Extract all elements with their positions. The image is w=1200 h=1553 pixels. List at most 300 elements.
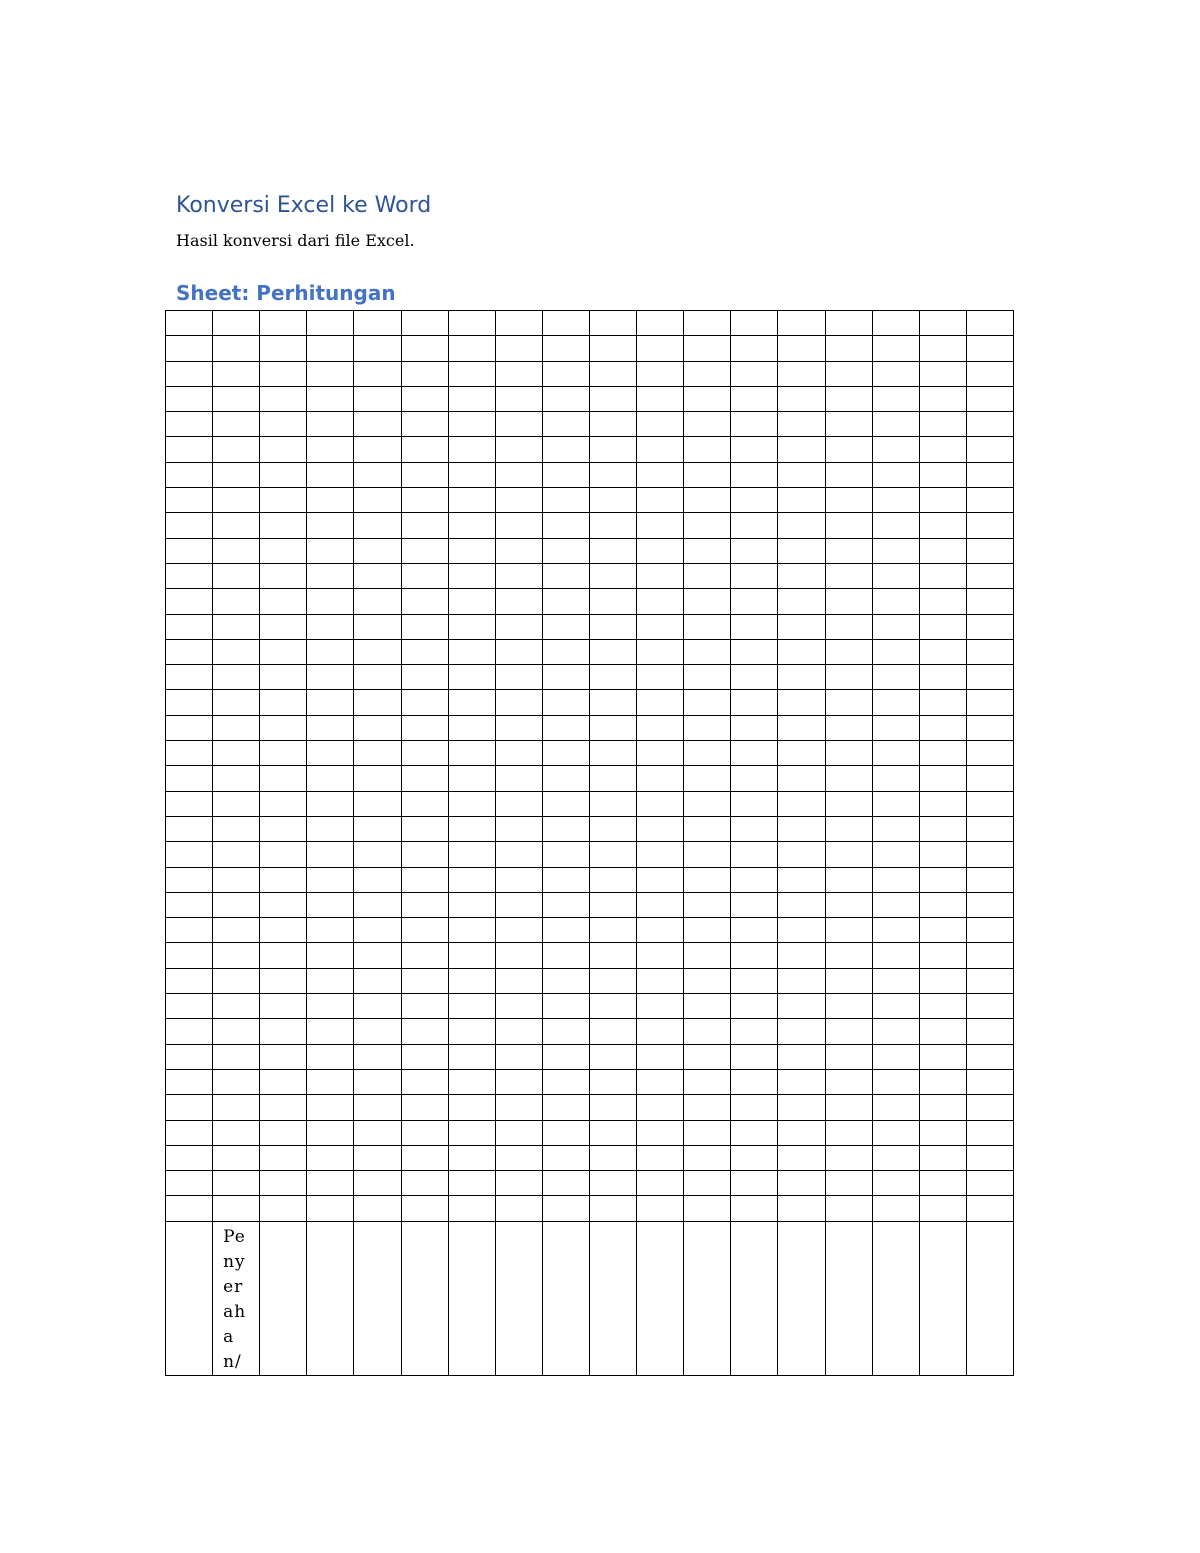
table-cell: [731, 665, 778, 690]
table-cell: [731, 690, 778, 715]
table-cell: [825, 943, 872, 968]
table-cell: [260, 741, 307, 766]
table-cell: [872, 791, 919, 816]
table-row: [166, 311, 1014, 336]
table-cell: [872, 867, 919, 892]
table-cell: [778, 386, 825, 411]
table-cell: [542, 867, 589, 892]
table-cell: [825, 816, 872, 841]
table-cell: [684, 1019, 731, 1044]
table-cell: [213, 361, 260, 386]
table-cell: [589, 1095, 636, 1120]
table-cell: [778, 968, 825, 993]
table-cell: [778, 462, 825, 487]
table-cell: [966, 1069, 1013, 1094]
table-cell: [354, 311, 401, 336]
table-cell: [731, 311, 778, 336]
table-cell: [354, 665, 401, 690]
table-cell: [166, 336, 213, 361]
table-cell: [825, 412, 872, 437]
table-cell: [401, 386, 448, 411]
table-cell: [542, 614, 589, 639]
table-cell: [213, 336, 260, 361]
table-cell: [166, 791, 213, 816]
table-cell: [307, 1221, 354, 1375]
table-cell: [872, 361, 919, 386]
table-cell: [213, 1069, 260, 1094]
table-cell: [637, 589, 684, 614]
table-cell: [354, 943, 401, 968]
table-cell: [448, 918, 495, 943]
table-cell: [401, 1120, 448, 1145]
cell-text: [449, 1222, 495, 1225]
table-cell: [542, 715, 589, 740]
table-cell: [919, 361, 966, 386]
table-cell: [637, 665, 684, 690]
table-cell: [825, 715, 872, 740]
table-cell: [213, 614, 260, 639]
table-cell: [589, 311, 636, 336]
table-cell: [354, 614, 401, 639]
table-cell: [495, 538, 542, 563]
table-cell: [731, 614, 778, 639]
table-cell: [448, 538, 495, 563]
table-cell: [919, 1019, 966, 1044]
table-cell: [260, 614, 307, 639]
table-cell: [684, 336, 731, 361]
table-cell: [966, 994, 1013, 1019]
table-cell: [637, 563, 684, 588]
table-cell: [307, 892, 354, 917]
table-cell: [589, 766, 636, 791]
table-cell: [919, 1221, 966, 1375]
table-cell: [684, 361, 731, 386]
table-cell: [684, 513, 731, 538]
table-cell: [872, 943, 919, 968]
table-cell: [166, 665, 213, 690]
table-cell: [213, 665, 260, 690]
table-row: [166, 665, 1014, 690]
table-cell: [684, 614, 731, 639]
table-cell: [448, 1120, 495, 1145]
table-cell: [448, 867, 495, 892]
table-cell: [589, 1145, 636, 1170]
table-cell: [448, 892, 495, 917]
table-cell: [542, 589, 589, 614]
table-cell: [448, 1044, 495, 1069]
table-cell: [307, 1044, 354, 1069]
table-cell: [354, 1145, 401, 1170]
table-cell: [825, 791, 872, 816]
table-cell: [401, 1196, 448, 1221]
table-cell: [966, 741, 1013, 766]
table-cell: [637, 1069, 684, 1094]
table-cell: [919, 462, 966, 487]
table-cell: [401, 311, 448, 336]
table-cell: [778, 1069, 825, 1094]
table-cell: [731, 892, 778, 917]
table-cell: [448, 968, 495, 993]
table-cell: [731, 943, 778, 968]
table-cell: [495, 589, 542, 614]
table-cell: [966, 968, 1013, 993]
table-cell: [589, 842, 636, 867]
table-cell: [684, 918, 731, 943]
table-cell: [589, 1069, 636, 1094]
table-cell: [166, 538, 213, 563]
table-cell: [637, 386, 684, 411]
table-cell: [401, 513, 448, 538]
table-cell: [778, 816, 825, 841]
table-cell: [778, 614, 825, 639]
table-cell: [872, 741, 919, 766]
table-cell: [401, 462, 448, 487]
table-cell: [637, 1044, 684, 1069]
table-cell: [495, 690, 542, 715]
table-cell: [448, 639, 495, 664]
table-cell: [260, 1069, 307, 1094]
table-cell: [589, 589, 636, 614]
table-cell: [354, 715, 401, 740]
table-cell: [307, 361, 354, 386]
table-cell: [731, 437, 778, 462]
table-cell: [401, 715, 448, 740]
table-cell: [542, 1171, 589, 1196]
table-cell: [307, 791, 354, 816]
table-cell: [260, 513, 307, 538]
table-cell: [448, 816, 495, 841]
table-cell: [684, 437, 731, 462]
table-cell: [542, 488, 589, 513]
table-cell: [307, 1019, 354, 1044]
table-cell: [778, 867, 825, 892]
table-cell: [731, 488, 778, 513]
table-cell: [684, 968, 731, 993]
table-cell: [307, 690, 354, 715]
table-cell: [260, 589, 307, 614]
table-cell: [731, 563, 778, 588]
table-cell: [778, 994, 825, 1019]
table-cell: [778, 1019, 825, 1044]
table-cell: [166, 639, 213, 664]
table-cell: [825, 994, 872, 1019]
table-cell: [354, 488, 401, 513]
table-cell: [448, 589, 495, 614]
table-cell: [542, 816, 589, 841]
table-cell: [919, 1044, 966, 1069]
table-cell: [731, 462, 778, 487]
table-cell: [495, 1095, 542, 1120]
cell-text: [590, 1222, 636, 1225]
table-row: [166, 488, 1014, 513]
table-cell: [307, 665, 354, 690]
table-cell: [401, 665, 448, 690]
table-cell: [401, 1095, 448, 1120]
table-cell: [260, 665, 307, 690]
table-cell: [825, 513, 872, 538]
table-cell: [778, 1044, 825, 1069]
table-row: [166, 412, 1014, 437]
table-cell: [637, 943, 684, 968]
table-row: [166, 791, 1014, 816]
table-cell: [307, 1120, 354, 1145]
table-cell: [731, 1044, 778, 1069]
table-cell: [825, 1019, 872, 1044]
table-cell: [684, 563, 731, 588]
cell-text: [260, 1222, 306, 1225]
table-cell: [872, 1120, 919, 1145]
table-cell: [448, 386, 495, 411]
table-cell: [589, 1044, 636, 1069]
cell-text: [684, 1222, 730, 1225]
table-cell: [307, 943, 354, 968]
table-cell: [542, 892, 589, 917]
table-cell: [495, 816, 542, 841]
table-cell: [542, 842, 589, 867]
table-cell: [825, 968, 872, 993]
table-cell: [919, 1145, 966, 1170]
table-cell: [401, 412, 448, 437]
table-cell: [307, 386, 354, 411]
table-cell: [637, 791, 684, 816]
table-cell: [778, 311, 825, 336]
table-cell: [401, 589, 448, 614]
table-row: [166, 1120, 1014, 1145]
table-cell: [448, 1069, 495, 1094]
table-cell: [778, 437, 825, 462]
table-cell: [825, 488, 872, 513]
table-cell: [778, 538, 825, 563]
table-cell: [213, 386, 260, 411]
table-row: [166, 538, 1014, 563]
table-cell: [966, 1171, 1013, 1196]
table-cell: [260, 766, 307, 791]
table-cell: [213, 741, 260, 766]
table-cell: [966, 1196, 1013, 1221]
table-cell: [448, 665, 495, 690]
sheet-table: [165, 310, 1014, 1376]
table-cell: [307, 336, 354, 361]
table-cell: [213, 943, 260, 968]
table-cell: [166, 918, 213, 943]
table-cell: [166, 715, 213, 740]
table-cell: [872, 589, 919, 614]
table-cell: [307, 994, 354, 1019]
table-cell: [495, 639, 542, 664]
table-cell: [589, 462, 636, 487]
table-cell: [166, 816, 213, 841]
table-cell: [919, 336, 966, 361]
table-cell: [966, 943, 1013, 968]
table-cell: [495, 513, 542, 538]
table-cell: [731, 1120, 778, 1145]
table-cell: [684, 311, 731, 336]
table-cell: [166, 1221, 213, 1375]
table-cell: [637, 741, 684, 766]
table-cell: [448, 791, 495, 816]
table-cell: [354, 741, 401, 766]
table-cell: [919, 715, 966, 740]
table-cell: [589, 968, 636, 993]
table-cell: [542, 412, 589, 437]
table-cell: [637, 1095, 684, 1120]
table-cell: [542, 741, 589, 766]
table-cell: [589, 336, 636, 361]
table-cell: [448, 488, 495, 513]
table-cell: [260, 1095, 307, 1120]
table-row: [166, 892, 1014, 917]
table-cell: [448, 943, 495, 968]
table-row: [166, 386, 1014, 411]
table-cell: [825, 614, 872, 639]
table-cell: [684, 867, 731, 892]
table-cell: [589, 665, 636, 690]
table-cell: [495, 715, 542, 740]
table-cell: [354, 791, 401, 816]
table-cell: [731, 741, 778, 766]
table-cell: [401, 437, 448, 462]
table-cell: [354, 386, 401, 411]
table-row: [166, 968, 1014, 993]
table-cell: [778, 665, 825, 690]
table-cell: [307, 1145, 354, 1170]
table-cell: [495, 1069, 542, 1094]
table-cell: [542, 1095, 589, 1120]
cell-text: [496, 1222, 542, 1225]
table-cell: [637, 867, 684, 892]
table-cell: [637, 1171, 684, 1196]
table-cell: [919, 943, 966, 968]
table-cell: [354, 994, 401, 1019]
table-cell: [825, 538, 872, 563]
table-cell: [495, 968, 542, 993]
table-cell: [778, 715, 825, 740]
table-cell: [166, 1145, 213, 1170]
table-cell: [825, 361, 872, 386]
table-cell: [260, 361, 307, 386]
table-cell: [684, 1069, 731, 1094]
table-cell: [307, 589, 354, 614]
table-cell: [542, 1221, 589, 1375]
table-cell: [684, 892, 731, 917]
table-cell: [542, 968, 589, 993]
table-cell: [966, 791, 1013, 816]
table-cell: [307, 816, 354, 841]
table-cell: [637, 462, 684, 487]
table-cell: [307, 412, 354, 437]
table-cell: [966, 665, 1013, 690]
table-cell: [401, 791, 448, 816]
table-cell: [354, 361, 401, 386]
table-cell: [401, 361, 448, 386]
table-cell: [260, 336, 307, 361]
table-cell: [495, 488, 542, 513]
table-cell: [213, 1221, 260, 1375]
table-cell: [354, 842, 401, 867]
table-cell: [401, 842, 448, 867]
table-cell: [872, 1171, 919, 1196]
table-cell: [919, 766, 966, 791]
document-title: Konversi Excel ke Word: [176, 193, 432, 218]
table-cell: [589, 1196, 636, 1221]
table-cell: [542, 386, 589, 411]
table-cell: [919, 816, 966, 841]
table-cell: [684, 741, 731, 766]
table-row: [166, 994, 1014, 1019]
table-cell: [260, 867, 307, 892]
table-cell: [637, 538, 684, 563]
table-cell: [778, 488, 825, 513]
table-cell: [778, 690, 825, 715]
table-cell: [213, 791, 260, 816]
table-cell: [401, 1145, 448, 1170]
table-cell: [260, 412, 307, 437]
table-cell: [637, 513, 684, 538]
table-cell: [401, 690, 448, 715]
table-row: [166, 867, 1014, 892]
table-cell: [919, 741, 966, 766]
table-cell: [260, 816, 307, 841]
table-cell: [260, 690, 307, 715]
table-cell: [401, 563, 448, 588]
table-cell: [825, 1069, 872, 1094]
table-cell: [354, 816, 401, 841]
table-cell: [778, 892, 825, 917]
table-cell: [966, 1044, 1013, 1069]
table-cell: [542, 462, 589, 487]
table-cell: [684, 462, 731, 487]
table-cell: [589, 1120, 636, 1145]
table-cell: [731, 386, 778, 411]
table-cell: [166, 842, 213, 867]
table-cell: [919, 513, 966, 538]
table-cell: [966, 892, 1013, 917]
table-cell: [495, 842, 542, 867]
table-cell: [495, 791, 542, 816]
table-cell: [872, 994, 919, 1019]
table-cell: [872, 538, 919, 563]
table-cell: [495, 1171, 542, 1196]
table-cell: [542, 1120, 589, 1145]
table-cell: [542, 943, 589, 968]
table-cell: [684, 1221, 731, 1375]
table-cell: [684, 690, 731, 715]
table-cell: [825, 462, 872, 487]
table-cell: [307, 867, 354, 892]
cell-text: [637, 1222, 683, 1225]
table-cell: [401, 336, 448, 361]
table-cell: [260, 918, 307, 943]
table-cell: [637, 488, 684, 513]
table-row: [166, 639, 1014, 664]
table-cell: [919, 791, 966, 816]
table-cell: [778, 336, 825, 361]
table-cell: [872, 336, 919, 361]
table-cell: [448, 842, 495, 867]
table-cell: [542, 1145, 589, 1170]
table-cell: [354, 918, 401, 943]
table-cell: [825, 690, 872, 715]
table-cell: [495, 741, 542, 766]
table-cell: [637, 639, 684, 664]
table-row: [166, 766, 1014, 791]
table-row: [166, 1069, 1014, 1094]
table-cell: [448, 1145, 495, 1170]
table-cell: [260, 538, 307, 563]
table-cell: [401, 943, 448, 968]
table-cell: [825, 1221, 872, 1375]
table-cell: [731, 867, 778, 892]
